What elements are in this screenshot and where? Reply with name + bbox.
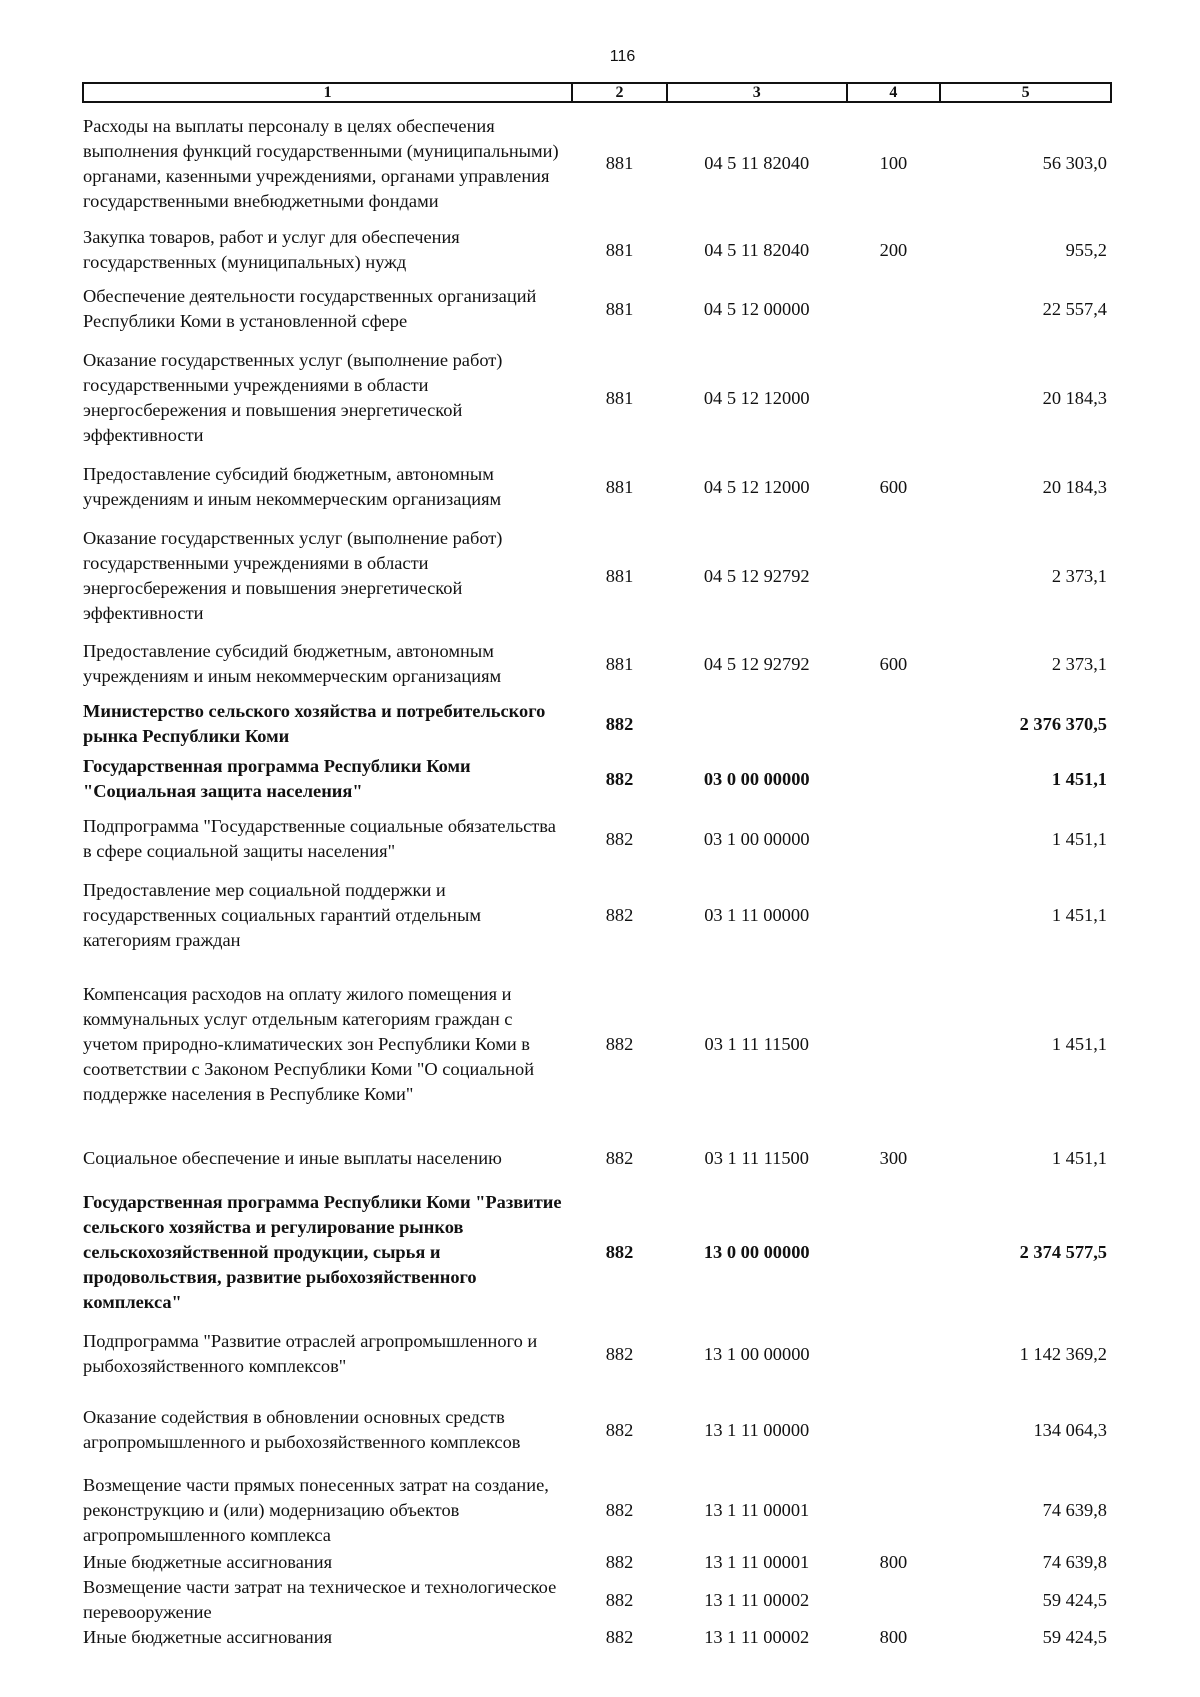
expense-type-code (847, 1390, 941, 1470)
target-article-code: 04 5 12 00000 (703, 298, 810, 319)
ministry-code: 881 (605, 565, 634, 586)
amount: 1 451,1 (1051, 768, 1107, 789)
ministry-code: 882 (605, 713, 634, 734)
target-article-code: 04 5 12 12000 (703, 476, 810, 497)
expense-type-code (847, 958, 941, 1130)
expense-type-code: 200 (879, 239, 908, 260)
ministry-code: 881 (605, 298, 634, 319)
target-article-code: 03 0 00 00000 (703, 768, 810, 789)
amount: 1 451,1 (1051, 904, 1107, 925)
ministry-code: 881 (605, 387, 634, 408)
table-row (83, 224, 1111, 276)
row-description: Иные бюджетные ассигнования (83, 1627, 333, 1647)
row-description: Предоставление мер социальной поддержки и государственных социальных гарантий отдельным категориям граждан (83, 879, 481, 950)
row-description: Подпрограмма "Государственные социальные обязательства в сфере социальной защиты населения" (83, 816, 556, 861)
target-article-code: 03 1 00 00000 (703, 828, 810, 849)
expense-type-code (847, 752, 941, 806)
ministry-code: 882 (605, 1552, 634, 1572)
expense-type-code (847, 1186, 941, 1318)
table-row (83, 632, 1111, 696)
target-article-code: 13 0 00 00000 (703, 1241, 810, 1262)
expense-type-code (847, 1470, 941, 1550)
table-row (83, 958, 1111, 1130)
amount: 2 374 577,5 (1019, 1241, 1107, 1262)
amount: 1 451,1 (1051, 1147, 1107, 1168)
table-row (83, 1625, 1111, 1650)
amount: 59 424,5 (1042, 1589, 1107, 1610)
table-header (83, 83, 1111, 102)
amount: 955,2 (1065, 239, 1107, 260)
row-description: Компенсация расходов на оплату жилого помещения и коммунальных услуг отдельным категориям граждан с учетом природно-климатических зон Республики Коми в соответствии с Законом Республики Коми "О социальной поддержке населения в Республике Коми" (83, 983, 535, 1104)
expense-type-code (847, 872, 941, 958)
row-description: Расходы на выплаты персоналу в целях обеспечения выполнения функций государственными (муниципальными) органами, казенными учреждениями, органами управления государственными внебюджетными фондами (83, 115, 559, 211)
table-row (83, 1470, 1111, 1550)
amount: 22 557,4 (1042, 298, 1107, 319)
ministry-code: 881 (605, 153, 634, 173)
ministry-code: 882 (605, 828, 634, 849)
target-article-code: 03 1 11 11500 (704, 1147, 809, 1168)
expense-type-code (847, 276, 941, 342)
amount: 59 424,5 (1042, 1627, 1107, 1647)
table-row (83, 1575, 1111, 1625)
row-description: Обеспечение деятельности государственных организаций Республики Коми в установленной сфере (83, 286, 537, 331)
header-col-4: 4 (847, 83, 941, 102)
ministry-code: 882 (605, 768, 634, 789)
table-row (83, 1130, 1111, 1186)
ministry-code: 881 (605, 653, 634, 674)
page-number: 116 (609, 48, 636, 65)
table-row (83, 520, 1111, 632)
ministry-code: 882 (605, 1147, 634, 1168)
target-article-code: 13 1 11 00001 (704, 1552, 810, 1572)
amount: 1 451,1 (1051, 1033, 1107, 1054)
row-description: Государственная программа Республики Коми "Социальная защита населения" (83, 756, 471, 801)
table-row (83, 342, 1111, 454)
header-col-1: 1 (83, 83, 572, 102)
row-description: Предоставление субсидий бюджетным, автономным учреждениям и иным некоммерческим организациям (83, 641, 502, 686)
target-article-code (667, 696, 847, 752)
target-article-code: 13 1 11 00002 (704, 1589, 810, 1610)
ministry-code: 881 (605, 239, 634, 260)
ministry-code: 882 (605, 1343, 634, 1364)
amount: 20 184,3 (1042, 387, 1107, 408)
row-description: Оказание содействия в обновлении основных средств агропромышленного и рыбохозяйственного комплексов (83, 1407, 521, 1452)
row-description: Закупка товаров, работ и услуг для обеспечения государственных (муниципальных) нужд (83, 227, 460, 272)
ministry-code: 881 (605, 476, 634, 497)
header-col-2: 2 (572, 83, 667, 102)
amount: 2 376 370,5 (1019, 713, 1107, 734)
expense-type-code: 100 (879, 153, 908, 173)
expense-type-code (847, 806, 941, 872)
amount: 56 303,0 (1042, 153, 1107, 173)
table-row (83, 806, 1111, 872)
table-row (83, 752, 1111, 806)
target-article-code: 13 1 11 00002 (704, 1627, 810, 1647)
expense-type-code (847, 1575, 941, 1625)
amount: 1 451,1 (1051, 828, 1107, 849)
target-article-code: 04 5 11 82040 (704, 239, 810, 260)
row-description: Социальное обеспечение и иные выплаты населению (83, 1147, 502, 1168)
target-article-code: 03 1 11 11500 (704, 1033, 809, 1054)
expense-type-code (847, 520, 941, 632)
table-row (83, 696, 1111, 752)
target-article-code: 13 1 11 00000 (704, 1419, 810, 1440)
ministry-code: 882 (605, 904, 634, 925)
budget-table (82, 82, 1112, 1650)
ministry-code: 882 (605, 1033, 634, 1054)
header-col-3: 3 (667, 83, 847, 102)
table-row (83, 1550, 1111, 1575)
expense-type-code (847, 342, 941, 454)
header-col-5: 5 (940, 83, 1111, 102)
row-description: Возмещение части затрат на техническое и технологическое перевооружение (83, 1577, 557, 1622)
amount: 74 639,8 (1042, 1552, 1107, 1572)
expense-type-code (847, 1318, 941, 1390)
amount: 134 064,3 (1033, 1419, 1107, 1440)
target-article-code: 04 5 11 82040 (704, 153, 810, 173)
target-article-code: 13 1 11 00001 (704, 1499, 810, 1520)
row-description: Государственная программа Республики Коми "Развитие сельского хозяйства и регулирование рынков сельскохозяйственной продукции, сырья и продовольствия, развитие рыбохозяйственного комплекса" (83, 1191, 562, 1312)
row-description: Оказание государственных услуг (выполнение работ) государственными учреждениями в области энергосбережения и повышения энергетической эффективности (83, 350, 503, 445)
target-article-code: 13 1 00 00000 (703, 1343, 810, 1364)
row-description: Иные бюджетные ассигнования (83, 1552, 333, 1572)
row-description: Предоставление субсидий бюджетным, автономным учреждениям и иным некоммерческим организациям (83, 464, 502, 509)
amount: 2 373,1 (1051, 565, 1107, 586)
row-description: Возмещение части прямых понесенных затрат на создание, реконструкцию и (или) модернизацию объектов агропромышленного комплекса (83, 1474, 549, 1545)
target-article-code: 04 5 12 12000 (703, 387, 810, 408)
ministry-code: 882 (605, 1589, 634, 1610)
row-description: Оказание государственных услуг (выполнение работ) государственными учреждениями в области энергосбережения и повышения энергетической эффективности (83, 528, 503, 623)
table-body (83, 102, 1111, 1650)
table-row (83, 872, 1111, 958)
expense-type-code: 600 (879, 653, 908, 674)
ministry-code: 882 (605, 1241, 634, 1262)
ministry-code: 882 (605, 1499, 634, 1520)
amount: 2 373,1 (1051, 653, 1107, 674)
target-article-code: 04 5 12 92792 (703, 653, 810, 674)
expense-type-code: 600 (879, 476, 908, 497)
table-row (83, 1186, 1111, 1318)
expense-type-code (847, 696, 941, 752)
expense-type-code: 800 (879, 1627, 908, 1647)
expense-type-code: 300 (879, 1147, 908, 1168)
table-row (83, 276, 1111, 342)
ministry-code: 882 (605, 1627, 634, 1647)
amount: 1 142 369,2 (1019, 1343, 1107, 1364)
table-row (83, 1390, 1111, 1470)
target-article-code: 03 1 11 00000 (704, 904, 810, 925)
row-description: Подпрограмма "Развитие отраслей агропромышленного и рыбохозяйственного комплексов" (83, 1331, 538, 1376)
table-row (83, 1318, 1111, 1390)
amount: 74 639,8 (1042, 1499, 1107, 1520)
ministry-code: 882 (605, 1419, 634, 1440)
table-row (83, 454, 1111, 520)
row-description: Министерство сельского хозяйства и потребительского рынка Республики Коми (83, 701, 546, 746)
expense-type-code: 800 (879, 1552, 908, 1572)
target-article-code: 04 5 12 92792 (703, 565, 810, 586)
amount: 20 184,3 (1042, 476, 1107, 497)
table-row (83, 102, 1111, 224)
